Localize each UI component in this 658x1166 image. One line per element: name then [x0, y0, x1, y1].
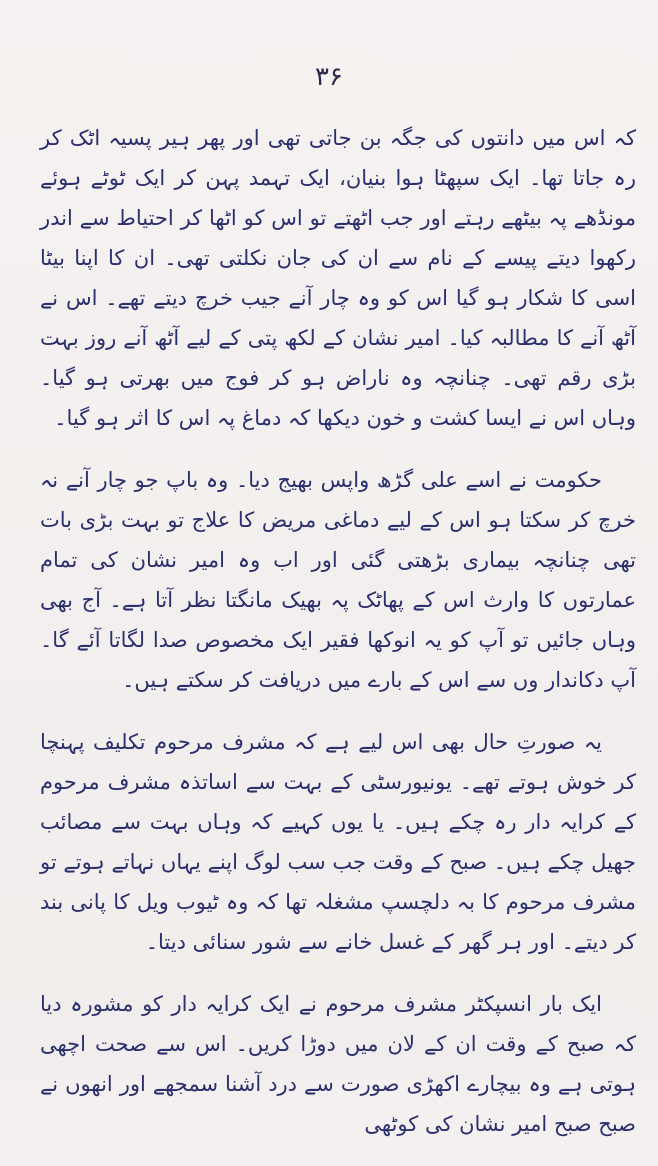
paragraph-2: حکومت نے اسے علی گڑھ واپس بھیج دیا۔ وہ باپ جو چار آنے نہ خرچ کر سکتا ہو اس کے لیے دماغی مریض کا علاج تو بہت بڑی بات تھی چنانچہ بیماری بڑھتی گئی اور اب وہ امیر نشان کی تمام عمارتوں کا وارث اس کے پھاٹک پہ بھیک مانگتا نظر آتا ہے۔ آج بھی وہاں جائیں تو آپ کو یہ انوکھا فقیر ایک مخصوص صدا لگاتا آئے گا۔ آپ دکاندار وں سے اس کے بارے میں دریافت کر سکتے ہیں۔: [40, 468, 636, 692]
paragraph-4: ایک بار انسپکٹر مشرف مرحوم نے ایک کرایہ دار کو مشورہ دیا کہ صبح کے وقت ان کے لان میں دوڑا کریں۔ اس سے صحت اچھی ہوتی ہے وہ بیچارے اکھڑی صورت سے درد آشنا سمجھے اور انھوں نے صبح صبح امیر نشان کی کوٹھی: [40, 992, 636, 1136]
paragraph-3: یہ صورتِ حال بھی اس لیے ہے کہ مشرف مرحوم تکلیف پہنچا کر خوش ہوتے تھے۔ یونیورسٹی کے بہت سے اساتذہ مشرف مرحوم کے کرایہ دار رہ چکے ہیں۔ یا یوں کہیے کہ وہاں بہت سے مصائب جھیل چکے ہیں۔ صبح کے وقت جب سب لوگ اپنے یہاں نہاتے ہوتے تو مشرف مرحوم کا بہ دلچسپ مشغلہ تھا کہ وہ ٹیوب ویل کا پانی بند کر دیتے۔ اور ہر گھر کے غسل خانے سے شور سنائی دیتا۔: [40, 730, 636, 954]
page-number: ۳۶: [315, 62, 343, 92]
paragraph-1: کہ اس میں دانتوں کی جگہ بن جاتی تھی اور پھر ہیر پسیہ اٹک کر رہ جاتا تھا۔ ایک سپھٹا ہوا بنیان، ایک تہمد پہن کر ایک ٹوٹے ہوئے مونڈھے پہ بیٹھے رہتے اور جب اٹھتے تو اس کو اٹھا کر احتیاط سے اندر رکھوا دیتے پیسے کے نام سے ان کی جان نکلتی تھی۔ ان کا اپنا بیٹا اسی کا شکار ہو گیا اس کو وہ چار آنے جیب خرچ دیتے تھے۔ اس نے آٹھ آنے کا مطالبہ کیا۔ امیر نشان کے لکھ پتی کے لیے آٹھ آنے روز بہت بڑی رقم تھی۔ چنانچہ وہ ناراض ہو کر فوج میں بھرتی ہو گیا۔ وہاں اس نے ایسا کشت و خون دیکھا کہ دماغ پہ اس کا اثر ہو گیا۔: [40, 126, 636, 430]
page-body: [40, 118, 636, 1166]
